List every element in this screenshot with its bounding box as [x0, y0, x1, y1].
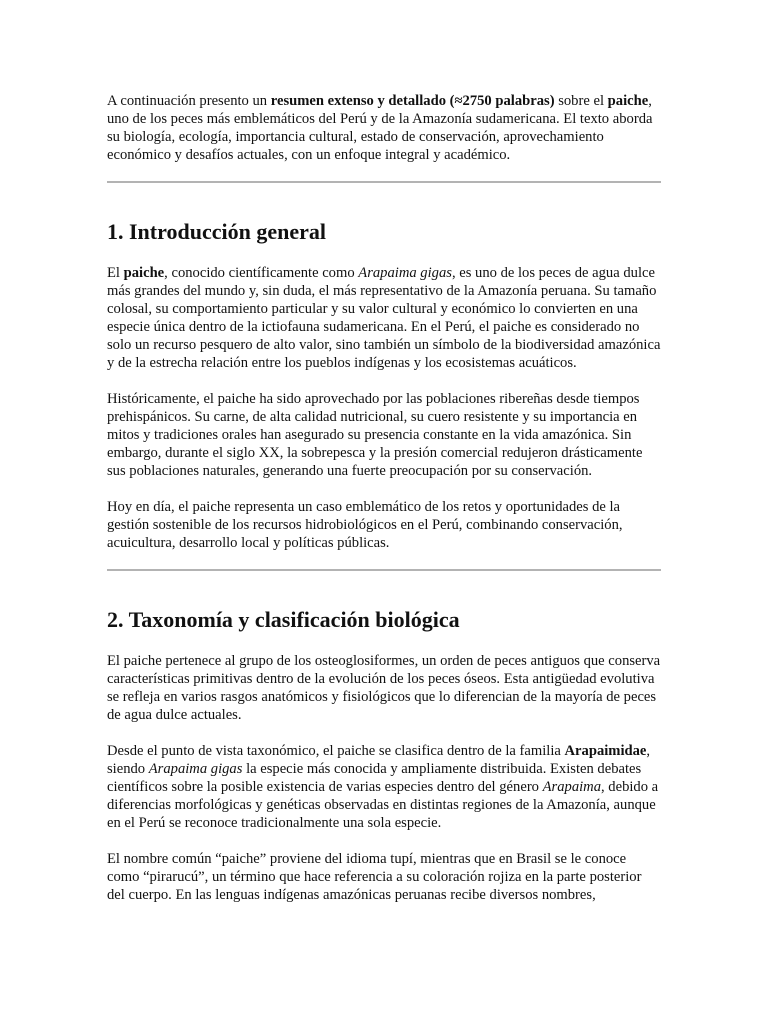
- s1p1-text-1: El: [107, 265, 124, 281]
- intro-bold-paiche: paiche: [607, 93, 649, 109]
- s1p1-text-2: , conocido científicamente como: [164, 265, 359, 281]
- section-2-title: 2. Taxonomía y clasificación biológica: [107, 607, 460, 632]
- section-2-paragraph-2: [107, 742, 661, 832]
- section-1-paragraph-3: Hoy en día, el paiche representa un caso emblemático de los retos y oportunidades de la gestión sostenible de los recursos hidrobiológicos en el Perú, combinando conservación, acuicultura, desarrollo local y políticas públicas.: [107, 499, 623, 551]
- divider-2: [107, 569, 661, 571]
- intro-text-2: sobre el: [554, 93, 608, 109]
- s1p1-bold-paiche: paiche: [123, 265, 165, 281]
- s2p2-text-1: Desde el punto de vista taxonómico, el paiche se clasifica dentro de la familia: [107, 743, 565, 759]
- section-1-title: 1. Introducción general: [107, 219, 326, 244]
- section-1-paragraph-1: [107, 264, 661, 372]
- s2p2-text-4: , debido a diferencias morfológicas y genéticas observadas en distintas regiones de la Amazonía, aunque en el Perú se reconoce tradicionalmente una sola especie.: [107, 779, 659, 831]
- s1p1-italic-species: Arapaima gigas: [358, 265, 452, 281]
- section-1-paragraph-2: Históricamente, el paiche ha sido aprovechado por las poblaciones ribereñas desde tiempos prehispánicos. Su carne, de alta calidad nutricional, su cuero resistente y su importancia en mitos y tradiciones orales han asegurado su presencia constante en la vida amazónica. Sin embargo, durante el siglo XX, la sobrepesca y la presión comercial redujeron drásticamente sus poblaciones naturales, generando una fuerte preocupación por su conservación.: [107, 391, 643, 479]
- s1p1-text-3: , es uno de los peces de agua dulce más grandes del mundo y, sin duda, el más representativo de la Amazonía peruana. Su tamaño colosal, su comportamiento particular y su valor cultural y económico lo convierten en una especie única dentro de la ictiofauna sudamericana. En el Perú, el paiche es considerado no solo un recurso pesquero de alto valor, sino también un símbolo de la biodiversidad amazónica y de la estrecha relación entre los pueblos indígenas y los ecosistemas acuáticos.: [107, 265, 661, 371]
- intro-paragraph: [107, 92, 661, 164]
- s2p2-italic-species: Arapaima gigas: [148, 761, 243, 777]
- s2p2-text-2: , siendo: [107, 743, 651, 777]
- s2p2-italic-genus: Arapaima: [542, 779, 601, 795]
- intro-text-1: A continuación presento un: [107, 93, 271, 109]
- section-2-paragraph-3: El nombre común “paiche” proviene del idioma tupí, mientras que en Brasil se le conoce como “pirarucú”, un término que hace referencia a su coloración rojiza en la parte posterior del cuerpo. En las lenguas indígenas amazónicas peruanas recibe diversos nombres,: [107, 851, 642, 903]
- s2p2-bold-family: Arapaimidae: [564, 743, 647, 759]
- intro-text-3: , uno de los peces más emblemáticos del Perú y de la Amazonía sudamericana. El texto aborda su biología, ecología, importancia cultural, estado de conservación, aprovechamiento económico y desafíos actuales, con un enfoque integral y académico.: [107, 93, 653, 163]
- section-2-paragraph-1: El paiche pertenece al grupo de los osteoglosiformes, un orden de peces antiguos que conserva características primitivas dentro de la evolución de los peces óseos. Esta antigüedad evolutiva se refleja en varios rasgos anatómicos y fisiológicos que lo diferencian de la mayoría de peces de agua dulce actuales.: [107, 653, 661, 723]
- s2p2-text-3: la especie más conocida y ampliamente distribuida. Existen debates científicos sobre la posible existencia de varias especies dentro del género: [107, 761, 642, 795]
- intro-bold-summary: resumen extenso y detallado (≈2750 palabras): [270, 93, 555, 109]
- divider-1: [107, 181, 661, 183]
